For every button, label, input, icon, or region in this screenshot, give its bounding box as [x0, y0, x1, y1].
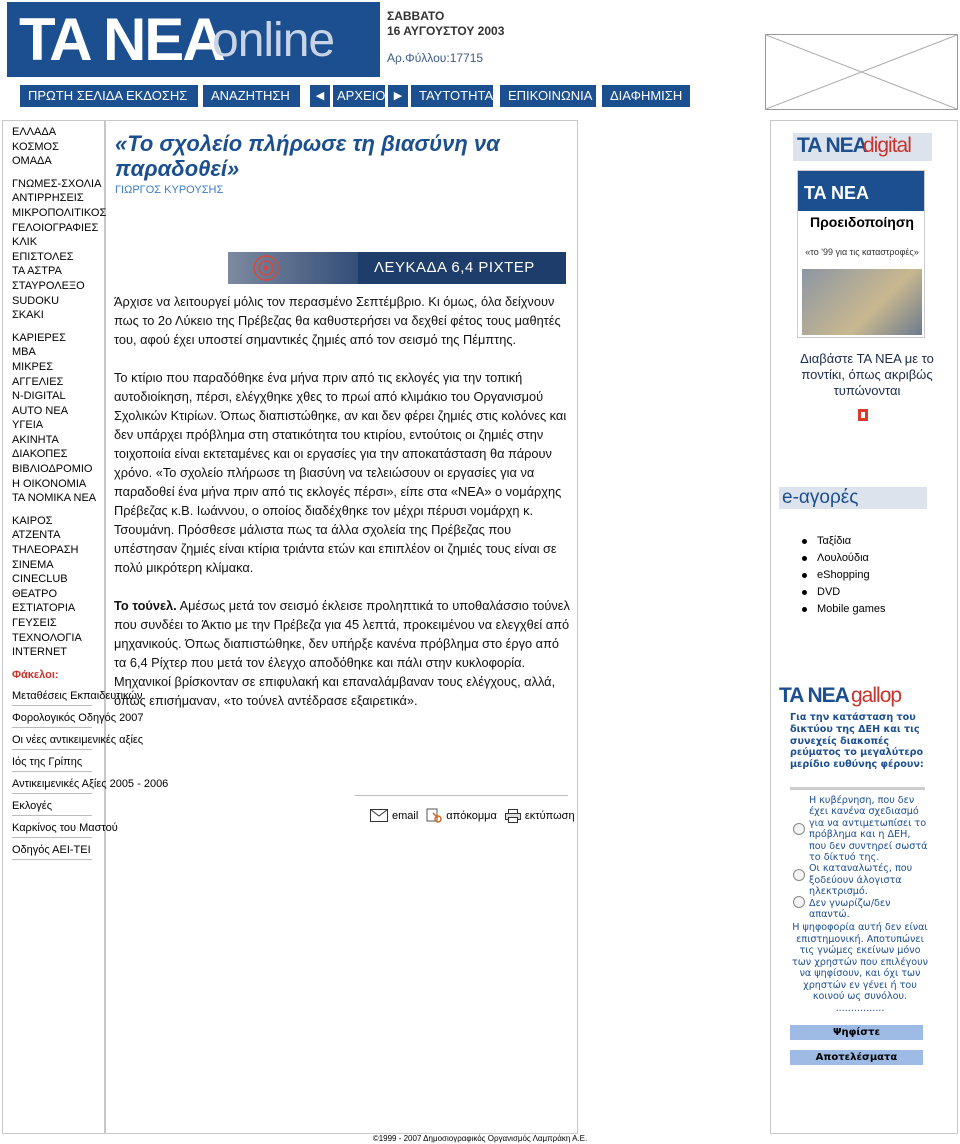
sidebar-item[interactable]: ΣΙΝΕΜΑ — [12, 558, 54, 571]
email-button[interactable] — [370, 809, 418, 822]
sidebar-item[interactable]: INTERNET — [12, 646, 67, 659]
article-paragraph: Το κτίριο που παραδόθηκε ένα μήνα πριν από τις εκλογές για την τοπική αυτοδιοίκηση, πέρσι, ελέγχθηκε χθες το πρωί από κλιμάκιο του Οργανισμού Σχολικών Κτιρίων. Όπως διαπιστώθηκε, αν και δεν φέρει ζημιές στις κολόνες και δεν υπάρχει πρόβλημα στη στατικότητα του κτιρίου, εντούτοις οι ζημιές στην τοιχοποιία είναι εκτεταμένες και οι εργασίες για την αποκατάσταση θα πάρουν χρόνο. «Το σχολείο πλήρωσε τη βιασύνη να τελειώσουν οι εργασίες για να παραδοθεί ένα μήνα πριν από τις εκλογές πέρσι», είπε στα «ΝΕΑ» ο νομάρχης Πρέβεζας κ.Β. Ιωάννου, ο οποίος διαδέχθηκε τον μέχρι πέρυσι νομάρχη κ. Τσουμάνη. Πρόσθεσε μάλιστα πως τα άλλα σχολεία της Πρέβεζας που υπέστησαν ζημιές είναι κτίρια τριάντα ετών και επιπλέον οι ζημιές τους είναι σε πολύ μικρότερη κλίμακα. — [114, 370, 567, 575]
arrow-left-icon[interactable]: ◀ — [310, 85, 330, 107]
sidebar-item[interactable]: ΑΤΖΕΝΤΑ — [12, 529, 61, 542]
clip-button[interactable] — [426, 808, 497, 823]
clip-label: απόκομμα — [446, 809, 497, 822]
vote-button[interactable]: Ψηφίστε — [790, 1025, 923, 1040]
gallop-logo-b: gallop — [851, 684, 902, 707]
sidebar-item[interactable]: ΑΓΓΕΛΙΕΣ — [12, 375, 64, 388]
ad-placeholder[interactable] — [765, 34, 958, 110]
sidebar-item[interactable]: ΚΑΙΡΟΣ — [12, 514, 53, 527]
poll-option[interactable] — [790, 863, 930, 897]
sidebar-item[interactable]: ΓΝΩΜΕΣ-ΣΧΟΛΙΑ — [12, 177, 102, 190]
file-link[interactable]: Οδηγός ΑΕΙ-ΤΕΙ — [12, 842, 92, 860]
poll-option-label: Δεν γνωρίζω/δεν απαντώ. — [809, 897, 891, 921]
sidebar-item[interactable]: ΔΙΑΚΟΠΕΣ — [12, 448, 68, 461]
sidebar-item[interactable]: ΤΑ ΑΣΤΡΑ — [12, 265, 62, 278]
files-heading: Φάκελοι: — [12, 668, 59, 681]
nav-advertising[interactable]: ΔΙΑΦΗΜΙΣΗ — [602, 85, 690, 107]
list-item[interactable]: DVD — [802, 584, 885, 601]
nav-front-page[interactable]: ΠΡΩΤΗ ΣΕΛΙΔΑ ΕΚΔΟΣΗΣ — [20, 85, 198, 107]
issue-date — [387, 9, 504, 39]
sidebar-item[interactable]: ΣΤΑΥΡΟΛΕΞΟ — [12, 279, 85, 292]
red-arrow-icon[interactable] — [858, 409, 868, 421]
sidebar-item[interactable]: ΕΣΤΙΑΤΟΡΙΑ — [12, 602, 76, 615]
read-digital-text[interactable]: Διαβάστε ΤΑ ΝΕΑ με το ποντίκι, όπως ακριβώς τυπώνονται — [800, 351, 934, 398]
sidebar-item[interactable]: CINECLUB — [12, 573, 68, 586]
sidebar-item[interactable]: ΟΜΑΔΑ — [12, 155, 52, 168]
sidebar-item[interactable]: ΚΟΣΜΟΣ — [12, 140, 59, 153]
sidebar-item[interactable]: SUDOKU — [12, 294, 60, 307]
envelope-icon — [370, 809, 388, 822]
sidebar-group-opinion — [12, 177, 107, 323]
sidebar-item[interactable]: ΜΙΚΡΟΠΟΛΙΤΙΚΟΣ — [12, 206, 107, 219]
placeholder-image-icon — [766, 35, 957, 109]
list-item[interactable]: Λουλούδια — [802, 550, 885, 567]
sidebar-item[interactable]: ΤΑ ΝΟΜΙΚΑ ΝΕΑ — [12, 492, 97, 505]
poll-divider — [790, 787, 925, 790]
poll-option-label: Η κυβέρνηση, που δεν έχει κανένα σχεδιασμό για να αντιμετωπίσει το πρόβλημα και η ΔΕΗ, που δεν συντηρεί σωστά το δίκτυό της. — [809, 795, 928, 864]
banner-image — [228, 252, 358, 284]
issue-day: ΣΑΒΒΑΤΟ — [387, 9, 445, 23]
poll-options — [790, 795, 930, 920]
sidebar-item[interactable]: ΜΙΚΡΕΣ — [12, 360, 54, 373]
file-link[interactable]: Οι νέες αντικειμενικές αξίες — [12, 732, 92, 750]
list-item[interactable]: eShopping — [802, 567, 885, 584]
nav-about[interactable]: ΤΑΥΤΟΤΗΤΑ — [411, 85, 493, 107]
earthquake-banner[interactable] — [228, 252, 566, 284]
print-label: εκτύπωση — [524, 809, 575, 822]
article-divider — [355, 795, 568, 796]
file-link[interactable]: Εκλογές — [12, 798, 92, 816]
paragraph-text: Αμέσως μετά τον σεισμό έκλεισε προληπτικά το υποθαλάσσιο τούνελ που συνδέει το Άκτιο με την Πρέβεζα για 45 λεπτά, προκειμένου να ελεγχθεί από μηχανικούς. Όπως διαπιστώθηκε, δεν υπήρξε κανένα πρόβλημα στο έργο από τα 6,4 Ρίχτερ που μετά τον έλεγχο αποδόθηκε και πάλι στην κυκλοφορία. Μηχανικοί βρίσκονταν σε επιφυλακή και επαναλάμβαναν τους ελέγχους, αλλά, όπως επισήμαναν, «το τούνελ αντέδρασε εξαιρετικά». — [114, 598, 570, 708]
poll-option[interactable] — [790, 795, 930, 863]
article-paragraph — [114, 596, 572, 710]
nav-archive[interactable]: ΑΡΧΕΙΟ — [333, 85, 385, 107]
sidebar-item[interactable]: ΓΕΥΣΕΙΣ — [12, 617, 57, 629]
radio-button[interactable] — [793, 823, 805, 835]
article-body — [114, 292, 572, 729]
footer-copyright: ©1999 - 2007 Δημοσιογραφικός Οργανισμός Λαμπράκη Α.Ε. — [372, 1134, 588, 1143]
printer-icon — [505, 809, 521, 823]
email-label: email — [392, 809, 419, 822]
sidebar-item[interactable]: ΕΛΛΑΔΑ — [12, 126, 57, 138]
sidebar-item[interactable]: ΑΝΤΙΡΡΗΣΕΙΣ — [12, 192, 84, 205]
cover-masthead — [798, 171, 925, 211]
seismic-wave-icon — [228, 252, 358, 284]
poll-disclaimer — [790, 922, 930, 1014]
issue-date-text: 16 ΑΥΓΟΥΣΤΟΥ 2003 — [387, 24, 505, 38]
nav-contact[interactable]: ΕΠΙΚΟΙΝΩΝΙΑ — [500, 85, 596, 107]
poll-dots: ................ — [835, 1002, 885, 1014]
results-button[interactable]: Αποτελέσματα — [790, 1050, 923, 1065]
file-link[interactable]: Φορολογικός Οδηγός 2007 — [12, 710, 92, 728]
sidebar-group-leisure — [12, 514, 102, 660]
gallop-logo-a: TA NEA — [779, 684, 849, 707]
sidebar-item[interactable]: AUTO NEA — [12, 404, 69, 417]
sidebar-item[interactable]: ΕΠΙΣΤΟΛΕΣ — [12, 250, 74, 263]
sidebar-item[interactable]: ΑΚΙΝΗΤΑ — [12, 433, 59, 446]
article-tools — [370, 808, 575, 823]
sidebar-item[interactable]: ΘΕΑΤΡΟ — [12, 587, 58, 600]
file-link[interactable]: Αντικειμενικές Αξίες 2005 - 2006 — [12, 776, 92, 794]
sidebar-group-supplements — [12, 331, 102, 506]
sidebar-item[interactable]: ΥΓΕΙΑ — [12, 419, 44, 432]
digital-logo[interactable] — [793, 133, 932, 161]
list-item[interactable]: Ταξίδια — [802, 533, 885, 550]
paragraph-lead: Το τούνελ. — [114, 598, 177, 613]
cover-headline: Προειδοποίηση — [810, 214, 914, 230]
newspaper-cover[interactable] — [797, 170, 925, 338]
file-link[interactable]: Μεταθέσεις Εκπαιδευτικών — [12, 688, 92, 706]
site-logo[interactable] — [7, 2, 380, 77]
poll-note-text: Η ψηφοφορία αυτή δεν είναι επιστημονική. Αποτυπώνει τις γνώμες εκείνων μόνο των χρηστών που επιλέγουν να ψηφίσουν, και όχι των χρηστών εν γένει ή του κοινού ως συνόλου. — [791, 922, 928, 1002]
file-link[interactable]: Καρκίνος του Μαστού — [12, 820, 92, 838]
sidebar-item[interactable]: ΓΕΛΟΙΟΓΡΑΦΙΕΣ — [12, 221, 99, 234]
sidebar-item[interactable]: ΚΛΙΚ — [12, 236, 38, 249]
article-title: «Το σχολείο πλήρωσε τη βιασύνη να παραδοθεί» — [115, 131, 500, 181]
sidebar-item[interactable]: ΣΚΑΚΙ — [12, 309, 44, 322]
eagores-logo[interactable] — [779, 487, 927, 509]
digital-logo-a: TA NEA — [797, 134, 867, 157]
banner-text: ΛΕΥΚΑΔΑ 6,4 ΡΙΧΤΕΡ — [374, 259, 535, 276]
arrow-right-icon[interactable]: ▶ — [388, 85, 408, 107]
article-paragraph: Άρχισε να λειτουργεί μόλις τον περασμένο Σεπτέμβριο. Κι όμως, όλα δείχνουν πως το 2ο Λύκειο της Πρέβεζας θα καθυστερήσει να δεχθεί φέτος τους μαθητές του, αφού έχει υποστεί σημαντικές ζημιές από τον σεισμό της Πέμπτης. — [114, 294, 561, 347]
poll-question: Για την κατάσταση του δικτύου της ΔΕΗ και τις συνεχείς διακοπές ρεύματος το μεγαλύτερο μερίδιο ευθύνης φέρουν: — [790, 712, 924, 771]
main-nav — [20, 85, 690, 107]
sidebar-item[interactable]: ΚΑΡΙΕΡΕΣ — [12, 331, 66, 344]
sidebar-group-news — [12, 125, 102, 169]
digital-logo-b: digital — [863, 134, 911, 157]
list-item[interactable]: Mobile games — [802, 601, 885, 618]
radio-button[interactable] — [793, 896, 805, 908]
eagores-list — [802, 533, 885, 618]
sidebar-item[interactable]: ΒΙΒΛΙΟΔΡΟΜΙΟ — [12, 463, 93, 476]
sidebar-item[interactable]: MBA — [12, 346, 36, 359]
print-button[interactable] — [505, 809, 575, 823]
sidebar-item[interactable]: ΤΗΛΕΟΡΑΣΗ — [12, 544, 79, 557]
cover-photo — [802, 269, 922, 335]
scissors-icon — [426, 808, 442, 823]
poll-option[interactable] — [790, 898, 930, 921]
gallop-logo — [779, 684, 909, 710]
article-author: ΓΙΩΡΓΟΣ ΚΥΡΟΥΣΗΣ — [115, 184, 224, 196]
nav-search[interactable]: ΑΝΑΖΗΤΗΣΗ — [203, 85, 300, 107]
logo-suffix: online — [212, 14, 335, 67]
poll-option-label: Οι καταναλωτές, που ξοδεύουν άλογιστα ηλεκτρισμό. — [809, 863, 913, 898]
sidebar-item[interactable]: ΤΕΧΝΟΛΟΓΙΑ — [12, 631, 82, 644]
eagores-logo-text: e-αγορές — [782, 487, 859, 508]
issue-number: Αρ.Φύλλου:17715 — [387, 51, 484, 65]
cover-subheadline: «το '99 για τις καταστροφές» — [805, 247, 919, 257]
cover-name: TA NEA — [804, 183, 869, 203]
sidebar-item[interactable]: Η ΟΙΚΟΝΟΜΙΑ — [12, 477, 87, 490]
file-link[interactable]: Ιός της Γρίπης — [12, 754, 92, 772]
radio-button[interactable] — [793, 869, 805, 881]
logo-text: TA NEA — [19, 6, 224, 73]
sidebar-item[interactable]: N-DIGITAL — [12, 390, 66, 403]
